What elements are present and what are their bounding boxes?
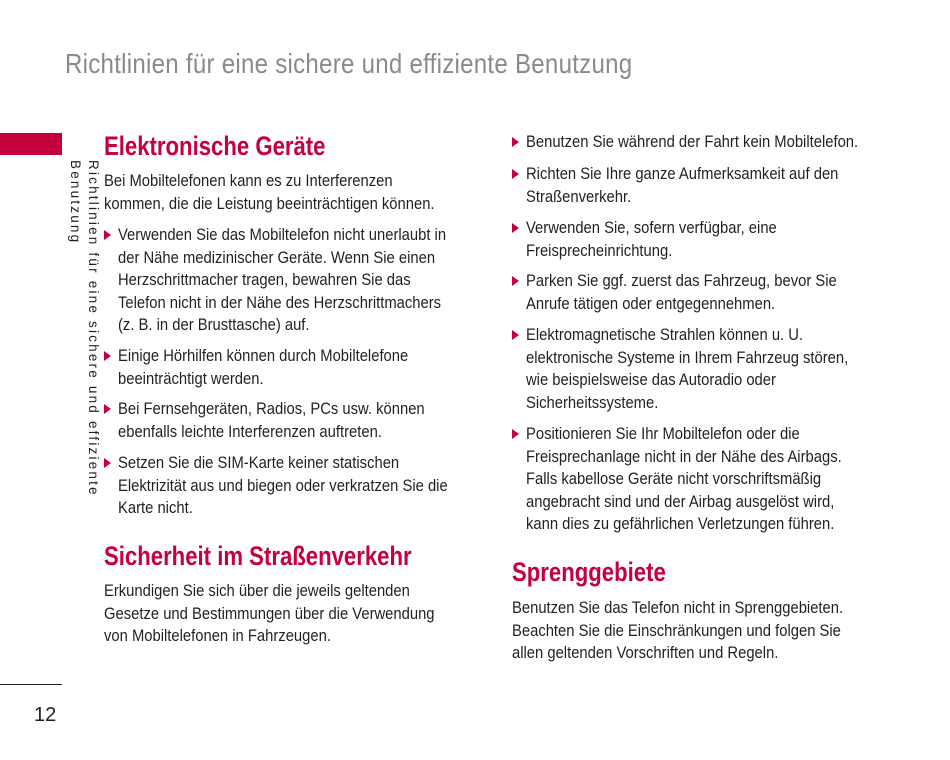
footer-divider [0,684,62,685]
text-line: Sicherheitssysteme. [526,392,659,412]
triangle-right-icon [512,276,519,286]
text-line: wie beispielsweise das Autoradio oder [526,370,776,389]
text-line: Benutzen Sie das Telefon nicht in Sprenggebieten. [512,598,844,617]
text-line: Positionieren Sie Ihr Mobiltelefon oder die [526,424,800,443]
text-line: Elektrizität aus und biegen oder verkratzen Sie die [118,475,448,495]
triangle-right-icon [104,404,111,414]
bullet-text [118,398,425,443]
text-line: kommen, die die Leistung beeinträchtigen können. [104,193,435,213]
bullet-text [526,324,848,414]
text-line: Karte nicht. [118,498,193,517]
triangle-right-icon [104,458,111,468]
heading-sprenggebiete: Sprenggebiete [512,557,666,587]
triangle-right-icon [512,137,519,147]
triangle-right-icon [512,429,519,439]
bullet-text [118,224,446,337]
text-line: Einige Hörhilfen können durch Mobiltelefone [118,346,409,365]
triangle-right-icon [512,330,519,340]
intro-elektronische-geraete [104,170,435,215]
bullet-text [118,452,448,520]
text-line: von Mobiltelefonen in Fahrzeugen. [104,626,331,645]
triangle-right-icon [104,351,111,361]
heading-sicherheit-strassenverkehr: Sicherheit im Straßenverkehr [104,541,412,571]
text-line: Freisprecheinrichtung. [526,240,673,260]
text-line: Falls kabellose Geräte nicht vorschriftsmäßig [526,469,822,488]
bullet-text [118,345,408,390]
page-number: 12 [34,704,57,726]
text-line: Richten Sie Ihre ganze Aufmerksamkeit auf den [526,164,839,183]
triangle-right-icon [104,230,111,240]
text-line: allen geltenden Vorschriften und Regeln. [512,643,779,662]
text-line: kann dies zu gefährlichen Verletzungen führen. [526,514,835,533]
text-line: Bei Mobiltelefonen kann es zu Interferenzen [104,171,393,190]
page-title: Richtlinien für eine sichere und effiziente Benutzung [65,48,633,79]
text-line: Verwenden Sie das Mobiltelefon nicht unerlaubt in [118,225,447,244]
intro-sicherheit-strassenverkehr [104,580,435,648]
text-line: Parken Sie ggf. zuerst das Fahrzeug, bevor Sie [526,271,837,290]
section-tab-bar [0,133,62,155]
text-line: angebracht sind und der Airbag ausgelöst wird, [526,491,835,511]
text-line: der Nähe medizinischer Geräte. Wenn Sie einen [118,247,436,267]
heading-elektronische-geraete: Elektronische Geräte [104,131,326,161]
text-line: Herzschrittmacher tragen, bewahren Sie das [118,270,411,289]
text-line: beeinträchtigt werden. [118,368,264,388]
text-line: Freisprechanlage nicht in der Nähe des Airbags. [526,446,842,466]
side-label-line-1: Richtlinien für eine sichere und effiziente [86,160,101,497]
text-line: Anrufe tätigen oder entgegennehmen. [526,293,776,313]
text-line: (z. B. in der Brusttasche) auf. [118,315,310,334]
triangle-right-icon [512,169,519,179]
text-line: Erkundigen Sie sich über die jeweils geltenden [104,581,410,600]
bullet-text [526,270,837,315]
text-line: Telefon nicht in der Nähe des Herzschrittmachers [118,292,442,312]
text-line: Setzen Sie die SIM-Karte keiner statischen [118,453,400,472]
triangle-right-icon [512,223,519,233]
bullet-text [526,217,777,262]
text-line: Straßenverkehr. [526,186,632,206]
text-line: Gesetze und Bestimmungen über die Verwendung [104,603,435,623]
text-line: Benutzen Sie während der Fahrt kein Mobiltelefon. [526,132,859,151]
text-line: Elektromagnetische Strahlen können u. U. [526,325,804,344]
text-line: elektronische Systeme in Ihrem Fahrzeug stören, [526,347,849,367]
bullet-text [526,423,842,536]
text-line: Verwenden Sie, sofern verfügbar, eine [526,218,777,237]
bullet-text [526,131,858,154]
text-line: Bei Fernsehgeräten, Radios, PCs usw. können [118,399,425,418]
side-label-line-2: Benutzung [68,160,83,245]
text-line: ebenfalls leichte Interferenzen auftreten. [118,421,382,441]
intro-sprenggebiete [512,597,843,665]
bullet-text [526,163,838,208]
side-chapter-label [66,160,102,497]
text-line: Beachten Sie die Einschränkungen und folgen Sie [512,620,841,640]
